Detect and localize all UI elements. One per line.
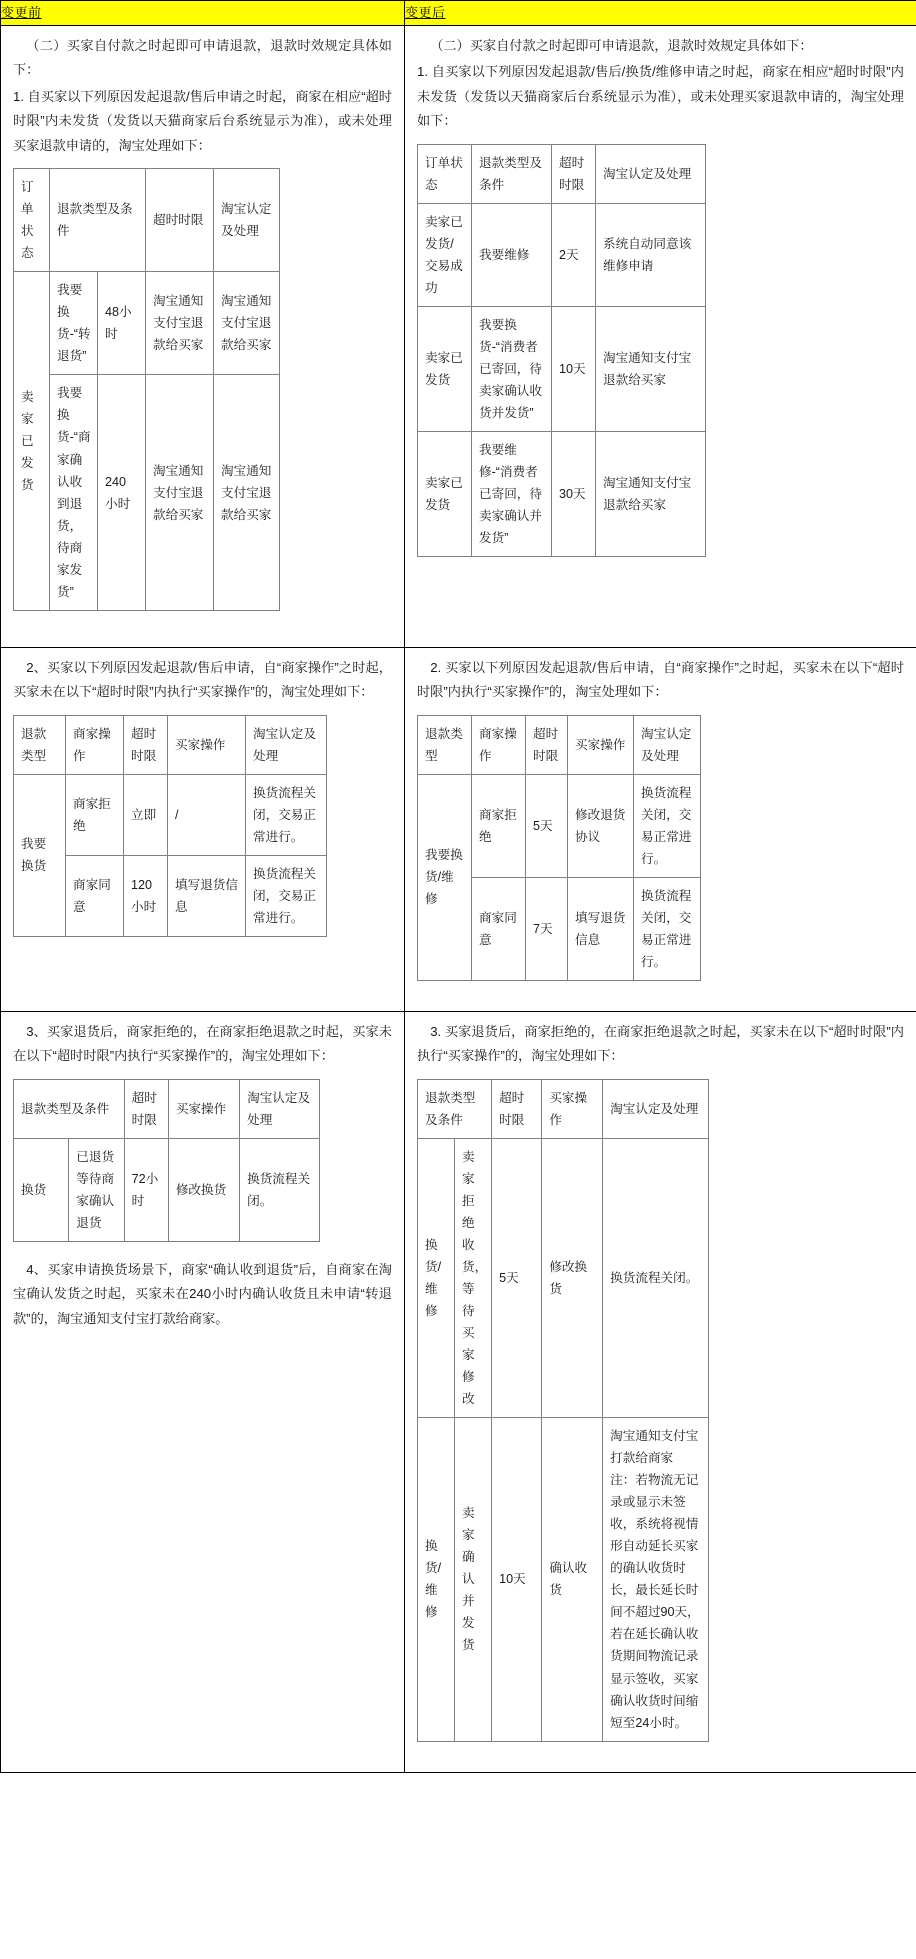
td-time-limit: 10天 bbox=[492, 1418, 542, 1741]
spacer bbox=[417, 1748, 904, 1758]
th-refund-type-cond: 退款类型及条件 bbox=[14, 1079, 125, 1138]
th-time-limit: 超时时限 bbox=[552, 144, 596, 203]
table-header-row bbox=[14, 715, 327, 774]
td-condition: 已退货等待商家确认退货 bbox=[69, 1138, 124, 1241]
before-table-2 bbox=[13, 715, 327, 937]
header-cell-before bbox=[1, 1, 405, 26]
table-row bbox=[418, 306, 706, 431]
section-3-before bbox=[1, 1011, 405, 1772]
header-label-after: 变更后 bbox=[405, 5, 446, 20]
table-header-row bbox=[418, 715, 701, 774]
th-taobao-handling: 淘宝认定及处理 bbox=[603, 1079, 709, 1138]
td-order-status: 卖家已发货 bbox=[418, 432, 472, 557]
td-taobao-handling: 系统自动同意该维修申请 bbox=[596, 203, 706, 306]
table-header-row bbox=[14, 1079, 320, 1138]
td-time-limit: 72小时 bbox=[124, 1138, 168, 1241]
th-time-limit: 超时时限 bbox=[492, 1079, 542, 1138]
after-table-2 bbox=[417, 715, 701, 981]
td-taobao-handling: 换货流程关闭。 bbox=[603, 1138, 709, 1417]
td-refund-type-group: 我要换货 bbox=[14, 774, 66, 936]
before-s3-para: 3、买家退货后，商家拒绝的，在商家拒绝退款之时起，买家未在以下“超时时限”内执行“买家操作”的，淘宝处理如下： bbox=[13, 1023, 392, 1064]
td-merchant-action: 商家拒绝 bbox=[66, 774, 124, 855]
td-buyer-action: 修改换货 bbox=[168, 1138, 239, 1241]
section-2-before bbox=[1, 647, 405, 1011]
th-refund-type: 退款类型 bbox=[418, 715, 472, 774]
table-row bbox=[418, 1418, 709, 1741]
td-merchant-action: 商家同意 bbox=[66, 855, 124, 936]
section-1-after bbox=[405, 26, 916, 648]
td-refund-type: 我要维修-“消费者已寄回，待卖家确认并发货” bbox=[472, 432, 552, 557]
td-time-limit: 10天 bbox=[552, 306, 596, 431]
before-table-3 bbox=[13, 1079, 320, 1242]
table-header-row bbox=[418, 1079, 709, 1138]
table-row bbox=[14, 774, 327, 855]
td-buyer-action: 填写退货信息 bbox=[168, 855, 246, 936]
td-refund-type: 我要换货-“消费者已寄回，待卖家确认收货并发货” bbox=[472, 306, 552, 431]
section-2-after bbox=[405, 647, 916, 1011]
th-time-limit: 超时时限 bbox=[526, 715, 568, 774]
before-s1-para-1: （二）买家自付款之时起即可申请退款，退款时效规定具体如下： bbox=[13, 38, 392, 78]
td-order-status: 卖家已发货/交易成功 bbox=[418, 203, 472, 306]
table-row bbox=[14, 375, 280, 610]
th-buyer-action: 买家操作 bbox=[168, 715, 246, 774]
before-s2-para: 2、买家以下列原因发起退款/售后申请，自“商家操作”之时起，买家未在以下“超时时限”内执行“买家操作”的，淘宝处理如下： bbox=[13, 659, 392, 700]
section-3-row bbox=[1, 1011, 916, 1772]
td-action: 淘宝通知支付宝退款给买家 bbox=[146, 272, 214, 375]
th-buyer-action: 买家操作 bbox=[168, 1079, 239, 1138]
td-buyer-action: 修改换货 bbox=[542, 1138, 603, 1417]
td-taobao-handling: 淘宝通知支付宝退款给买家 bbox=[214, 375, 280, 610]
td-action: 淘宝通知支付宝退款给买家 bbox=[146, 375, 214, 610]
td-refund-type: 换货 bbox=[14, 1138, 69, 1241]
td-refund-type: 换货/维修 bbox=[418, 1418, 455, 1741]
th-order-status: 订单状态 bbox=[14, 169, 50, 272]
header-cell-after bbox=[405, 1, 916, 26]
after-s1-para-1: （二）买家自付款之时起即可申请退款，退款时效规定具体如下： bbox=[430, 38, 813, 54]
td-refund-type-group: 我要换货/维修 bbox=[418, 774, 472, 980]
table-header-row bbox=[14, 169, 280, 272]
td-time-limit: 2天 bbox=[552, 203, 596, 306]
table-header-row bbox=[418, 144, 706, 203]
table-row bbox=[418, 432, 706, 557]
section-1-before bbox=[1, 26, 405, 648]
td-refund-type: 我要换货-“转退货” bbox=[50, 272, 98, 375]
before-s4-para: 4、买家申请换货场景下，商家“确认收到退货”后，自商家在淘宝确认发货之时起，买家未在240小时内确认收货且未申请“转退款”的，淘宝通知支付宝打款给商家。 bbox=[13, 1261, 392, 1326]
th-taobao-handling: 淘宝认定及处理 bbox=[246, 715, 327, 774]
th-refund-type-cond: 退款类型及条件 bbox=[418, 1079, 492, 1138]
th-time-limit: 超时时限 bbox=[124, 715, 168, 774]
td-time-limit: 立即 bbox=[124, 774, 168, 855]
spacer bbox=[417, 563, 904, 573]
th-buyer-action: 买家操作 bbox=[542, 1079, 603, 1138]
spacer bbox=[13, 617, 392, 633]
th-taobao-handling: 淘宝认定及处理 bbox=[240, 1079, 320, 1138]
td-time-limit: 30天 bbox=[552, 432, 596, 557]
td-taobao-handling: 淘宝通知支付宝退款给买家 bbox=[596, 306, 706, 431]
td-condition: 卖家拒绝收货，等待买家修改 bbox=[455, 1138, 492, 1417]
before-table-1 bbox=[13, 168, 280, 611]
td-taobao-handling: 换货流程关闭，交易正常进行。 bbox=[246, 774, 327, 855]
td-time-limit: 5天 bbox=[492, 1138, 542, 1417]
th-taobao-handling: 淘宝认定及处理 bbox=[596, 144, 706, 203]
td-buyer-action: 确认收货 bbox=[542, 1418, 603, 1741]
td-buyer-action: 填写退货信息 bbox=[568, 877, 634, 980]
th-merchant-action: 商家操作 bbox=[66, 715, 124, 774]
td-merchant-action: 商家拒绝 bbox=[472, 774, 526, 877]
td-taobao-handling: 换货流程关闭，交易正常进行。 bbox=[634, 877, 701, 980]
after-s2-para: 2. 买家以下列原因发起退款/售后申请，自“商家操作”之时起，买家未在以下“超时时限”内执行“买家操作”的，淘宝处理如下： bbox=[417, 659, 904, 700]
td-time-limit: 48小时 bbox=[98, 272, 146, 375]
th-refund-type: 退款类型及条件 bbox=[472, 144, 552, 203]
td-time-limit: 7天 bbox=[526, 877, 568, 980]
td-merchant-action: 商家同意 bbox=[472, 877, 526, 980]
section-1-row bbox=[1, 26, 916, 648]
th-refund-type: 退款类型及条件 bbox=[50, 169, 146, 272]
before-s1-para-2: 1. 自买家以下列原因发起退款/售后申请之时起，商家在相应“超时时限”内未发货（发货以天猫商家后台系统显示为准），或未处理买家退款申请的，淘宝处理如下： bbox=[13, 88, 392, 153]
td-time-limit: 240小时 bbox=[98, 375, 146, 610]
td-taobao-handling-note: 淘宝通知支付宝打款给商家 注：若物流无记录或显示未签收，系统将视情形自动延长买家的确认收货时长，最长延长时间不超过90天，若在延长确认收货期间物流记录显示签收，买家确认收货时间缩短至24小时。 bbox=[603, 1418, 709, 1741]
td-taobao-handling: 淘宝通知支付宝退款给买家 bbox=[214, 272, 280, 375]
th-time-limit: 超时时限 bbox=[146, 169, 214, 272]
td-time-limit: 120小时 bbox=[124, 855, 168, 936]
table-row bbox=[418, 1138, 709, 1417]
header-label-before: 变更前 bbox=[1, 5, 42, 20]
after-s1-para-2: 1. 自买家以下列原因发起退款/售后/换货/维修申请之时起，商家在相应“超时时限”内未发货（发货以天猫商家后台系统显示为准），或未处理买家退款申请的，淘宝处理如下： bbox=[417, 64, 904, 129]
spacer bbox=[13, 943, 392, 983]
after-table-3 bbox=[417, 1079, 709, 1742]
after-table-1 bbox=[417, 144, 706, 558]
table-row bbox=[14, 272, 280, 375]
th-buyer-action: 买家操作 bbox=[568, 715, 634, 774]
td-refund-type: 换货/维修 bbox=[418, 1138, 455, 1417]
td-refund-type: 我要换货-“商家确认收到退货，待商家发货” bbox=[50, 375, 98, 610]
after-s3-para: 3. 买家退货后，商家拒绝的，在商家拒绝退款之时起，买家未在以下“超时时限”内执行“买家操作”的，淘宝处理如下： bbox=[417, 1023, 904, 1064]
table-row bbox=[418, 774, 701, 877]
table-row bbox=[418, 203, 706, 306]
th-time-limit: 超时时限 bbox=[124, 1079, 168, 1138]
table-row bbox=[14, 1138, 320, 1241]
document-header-row bbox=[1, 1, 916, 26]
td-buyer-action: / bbox=[168, 774, 246, 855]
th-order-status: 订单状态 bbox=[418, 144, 472, 203]
td-condition: 卖家确认并发货 bbox=[455, 1418, 492, 1741]
td-buyer-action: 修改退货协议 bbox=[568, 774, 634, 877]
spacer bbox=[417, 987, 904, 997]
section-3-after bbox=[405, 1011, 916, 1772]
th-refund-type: 退款类型 bbox=[14, 715, 66, 774]
td-taobao-handling: 换货流程关闭，交易正常进行。 bbox=[246, 855, 327, 936]
section-2-row bbox=[1, 647, 916, 1011]
td-taobao-handling: 换货流程关闭。 bbox=[240, 1138, 320, 1241]
th-taobao-handling: 淘宝认定及处理 bbox=[214, 169, 280, 272]
td-order-status: 卖家已发货 bbox=[14, 272, 50, 610]
td-order-status: 卖家已发货 bbox=[418, 306, 472, 431]
td-time-limit: 5天 bbox=[526, 774, 568, 877]
td-taobao-handling: 换货流程关闭，交易正常进行。 bbox=[634, 774, 701, 877]
spacer bbox=[13, 1248, 392, 1258]
td-refund-type: 我要维修 bbox=[472, 203, 552, 306]
td-taobao-handling: 淘宝通知支付宝退款给买家 bbox=[596, 432, 706, 557]
th-taobao-handling: 淘宝认定及处理 bbox=[634, 715, 701, 774]
th-merchant-action: 商家操作 bbox=[472, 715, 526, 774]
